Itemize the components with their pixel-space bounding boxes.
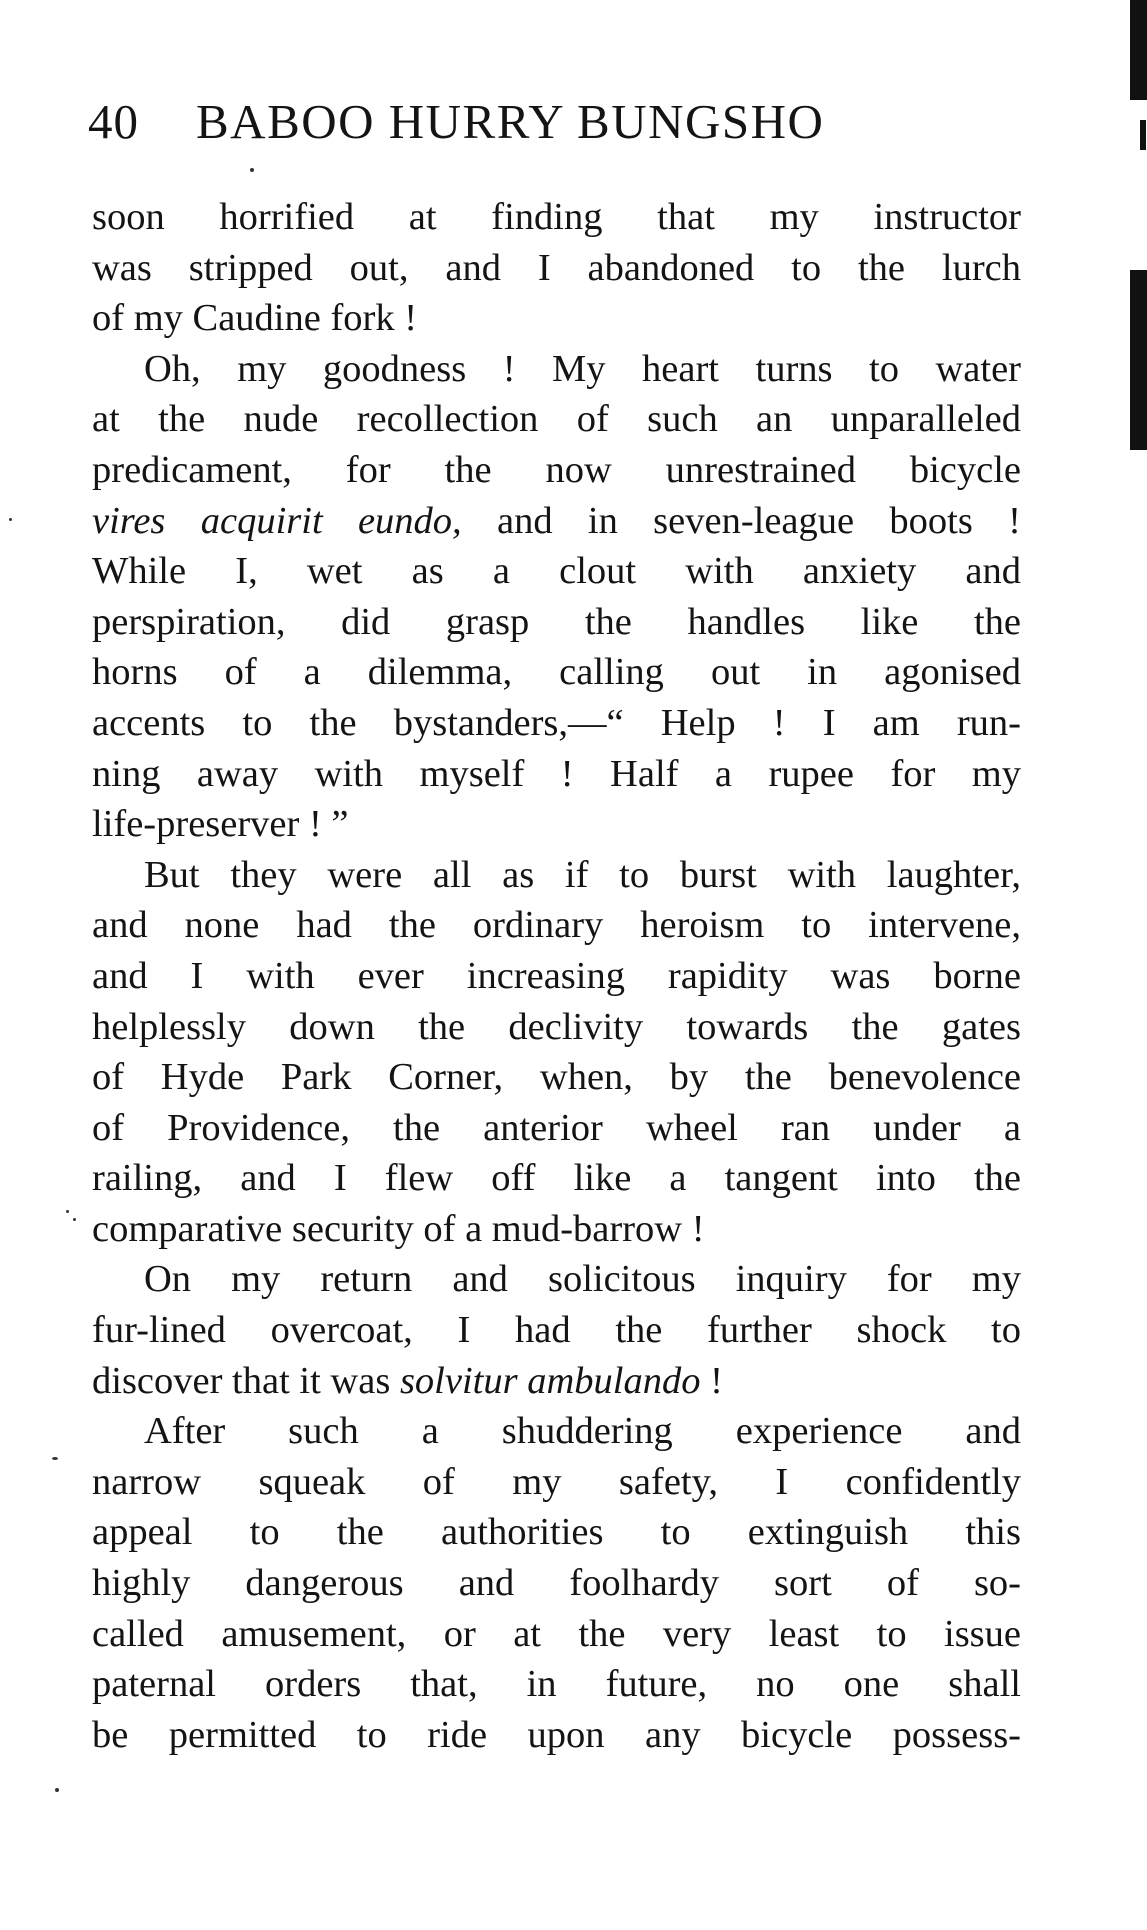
text-line: While I, wet as a clout with anxiety and (92, 550, 1021, 593)
text-line: predicament, for the now unrestrained bicycle (92, 448, 1021, 491)
text-line: of Hyde Park Corner, when, by the benevolence (92, 1056, 1021, 1099)
text-line: helplessly down the declivity towards the gates (92, 1005, 1021, 1048)
scan-speck (52, 1457, 58, 1460)
text-line: appeal to the authorities to extinguish this (92, 1511, 1021, 1554)
scan-speck (250, 168, 254, 172)
page-number: 40 (88, 94, 139, 149)
scan-speck (55, 1788, 59, 1792)
latin-phrase: vires acquirit eundo, (92, 499, 462, 542)
scan-edge-mark (1130, 270, 1147, 450)
text-line: But they were all as if to burst with laughter, (144, 853, 1021, 896)
text-line: comparative security of a mud-barrow ! (92, 1207, 705, 1250)
text-line: at the nude recollection of such an unparalleled (92, 398, 1021, 441)
text-line: of my Caudine fork ! (92, 297, 418, 340)
text-line: and I with ever increasing rapidity was borne (92, 954, 1021, 997)
scan-speck (9, 518, 12, 521)
text-fragment: and in seven-league boots ! (497, 499, 1021, 542)
text-line: On my return and solicitous inquiry for my (144, 1258, 1021, 1301)
text-line: soon horrified at finding that my instructor (92, 196, 1021, 238)
text-line: be permitted to ride upon any bicycle possess- (92, 1713, 1021, 1756)
text-line (92, 496, 1021, 547)
scan-speck (66, 1210, 69, 1213)
text-line: called amusement, or at the very least to issue (92, 1612, 1021, 1655)
latin-phrase: solvitur ambulando (399, 1359, 701, 1402)
text-line: perspiration, did grasp the handles like the (92, 600, 1021, 643)
text-line: Oh, my goodness ! My heart turns to water (144, 347, 1021, 390)
text-fragment: discover that it was (92, 1359, 391, 1402)
text-line: accents to the bystanders,—“ Help ! I am run- (92, 701, 1021, 744)
text-line: ning away with myself ! Half a rupee for my (92, 752, 1021, 795)
text-line: narrow squeak of my safety, I confidently (92, 1460, 1021, 1503)
text-line: of Providence, the anterior wheel ran under a (92, 1106, 1021, 1149)
running-header (88, 92, 1048, 152)
scan-speck (73, 1218, 76, 1221)
text-line: After such a shuddering experience and (144, 1410, 1021, 1453)
scan-edge-mark (1130, 0, 1147, 100)
body-text (92, 192, 1021, 1760)
text-line: life-preserver ! ” (92, 803, 349, 846)
text-line: paternal orders that, in future, no one shall (92, 1663, 1021, 1706)
text-line: horns of a dilemma, calling out in agonised (92, 651, 1021, 694)
text-line: and none had the ordinary heroism to intervene, (92, 904, 1021, 947)
text-line (92, 1356, 1021, 1407)
text-fragment: ! (700, 1359, 723, 1402)
text-line: railing, and I flew off like a tangent into the (92, 1157, 1021, 1200)
scan-edge-mark (1140, 120, 1146, 150)
text-line: was stripped out, and I abandoned to the lurch (92, 246, 1021, 289)
running-title: BABOO HURRY BUNGSHO (196, 94, 825, 149)
text-line: fur-lined overcoat, I had the further shock to (92, 1309, 1021, 1352)
text-line: highly dangerous and foolhardy sort of so- (92, 1562, 1021, 1605)
